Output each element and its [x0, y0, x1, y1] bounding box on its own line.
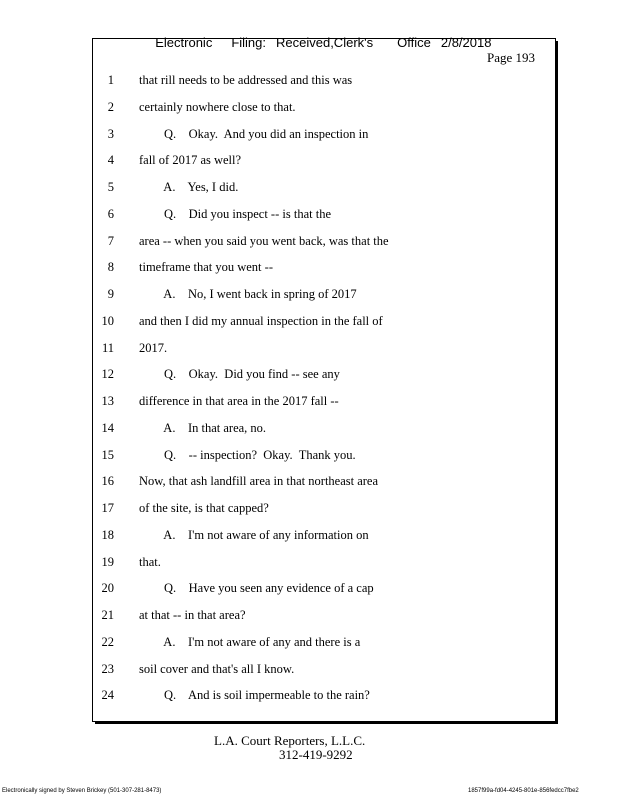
transcript-line — [0, 528, 618, 548]
line-number: 14 — [101, 420, 114, 435]
transcript-line — [0, 474, 618, 494]
document-id: 1857f99a-fd04-4245-801e-856fedcc7fbe2 — [468, 788, 579, 794]
line-text: Q. Okay. And you did an inspection in — [139, 126, 369, 141]
transcript-line — [0, 153, 618, 173]
line-text: Q. Did you inspect -- is that the — [139, 206, 331, 221]
transcript-line — [0, 207, 618, 227]
line-number: 9 — [107, 287, 114, 301]
transcript-line — [0, 100, 618, 120]
line-number: 5 — [107, 180, 114, 194]
transcript-line — [0, 501, 618, 521]
line-text: and then I did my annual inspection in the fall of — [139, 313, 383, 328]
line-number: 16 — [101, 474, 114, 489]
transcript-line — [0, 341, 618, 361]
line-number: 7 — [107, 233, 114, 248]
line-number: 10 — [101, 313, 114, 328]
line-number: 17 — [101, 501, 114, 515]
line-text: Now, that ash landfill area in that northeast area — [139, 474, 379, 489]
transcript-line — [0, 260, 618, 280]
line-text: of the site, is that capped? — [139, 501, 269, 515]
line-number: 3 — [107, 126, 114, 141]
line-number: 13 — [101, 394, 114, 408]
line-text: A. I'm not aware of any and there is a — [139, 634, 361, 649]
line-number: 1 — [107, 73, 114, 87]
page-number: Page 193 — [487, 50, 536, 65]
line-number: 15 — [101, 447, 114, 462]
line-number: 8 — [107, 260, 114, 275]
transcript-line — [0, 127, 618, 147]
line-text: Q. And is soil impermeable to the rain? — [139, 688, 370, 703]
line-number: 4 — [107, 153, 114, 168]
line-text: soil cover and that's all I know. — [139, 661, 295, 676]
header-office: Office — [397, 35, 431, 50]
line-text: A. No, I went back in spring of 2017 — [139, 287, 357, 301]
footer-company: L.A. Court Reporters, L.L.C. — [214, 733, 366, 748]
electronic-signature: Electronically signed by Steven Brickey (501-307-281-8473) — [2, 788, 162, 794]
line-number: 22 — [101, 634, 114, 649]
transcript-line — [0, 581, 618, 601]
transcript-line — [0, 421, 618, 441]
line-text: 2017. — [139, 340, 168, 355]
transcript-line — [0, 287, 618, 307]
line-text: difference in that area in the 2017 fall -- — [139, 394, 339, 408]
line-text: certainly nowhere close to that. — [139, 99, 296, 114]
line-number: 19 — [101, 554, 114, 569]
line-text: area -- when you said you went back, was that the — [139, 233, 389, 248]
line-text: Q. Okay. Did you find -- see any — [139, 367, 340, 382]
line-number: 24 — [101, 688, 114, 703]
line-number: 18 — [101, 527, 114, 542]
frame-shadow-bottom — [95, 721, 558, 724]
header-electronic: Electronic — [155, 35, 213, 50]
transcript-line — [0, 688, 618, 708]
line-text: Q. -- inspection? Okay. Thank you. — [139, 447, 356, 462]
line-number: 12 — [101, 367, 114, 382]
line-number: 20 — [101, 581, 114, 596]
footer-phone: 312-419-9292 — [279, 747, 353, 762]
header-received: Received,Clerk's — [276, 35, 374, 50]
line-number: 23 — [101, 661, 114, 676]
transcript-line — [0, 73, 618, 93]
transcript-line — [0, 314, 618, 334]
transcript-line — [0, 608, 618, 628]
transcript-line — [0, 555, 618, 575]
line-text: timeframe that you went -- — [139, 260, 273, 275]
line-text: Q. Have you seen any evidence of a cap — [139, 581, 374, 596]
line-text: fall of 2017 as well? — [139, 153, 242, 168]
line-text: A. In that area, no. — [139, 420, 267, 435]
line-number: 11 — [101, 340, 114, 355]
transcript-line — [0, 367, 618, 387]
line-number: 2 — [107, 99, 114, 114]
line-text: A. Yes, I did. — [139, 180, 239, 194]
transcript-line — [0, 234, 618, 254]
header-date: 2/8/2018 — [440, 35, 492, 50]
transcript-line — [0, 448, 618, 468]
transcript-line — [0, 394, 618, 414]
transcript-line — [0, 635, 618, 655]
line-text: A. I'm not aware of any information on — [139, 527, 369, 542]
line-text: at that -- in that area? — [139, 608, 246, 622]
transcript-line — [0, 180, 618, 200]
header-filing: Filing: — [231, 35, 266, 50]
line-number: 6 — [107, 206, 114, 221]
line-number: 21 — [101, 608, 114, 622]
transcript-line — [0, 662, 618, 682]
line-text: that. — [139, 554, 161, 569]
line-text: that rill needs to be addressed and this was — [139, 73, 353, 87]
